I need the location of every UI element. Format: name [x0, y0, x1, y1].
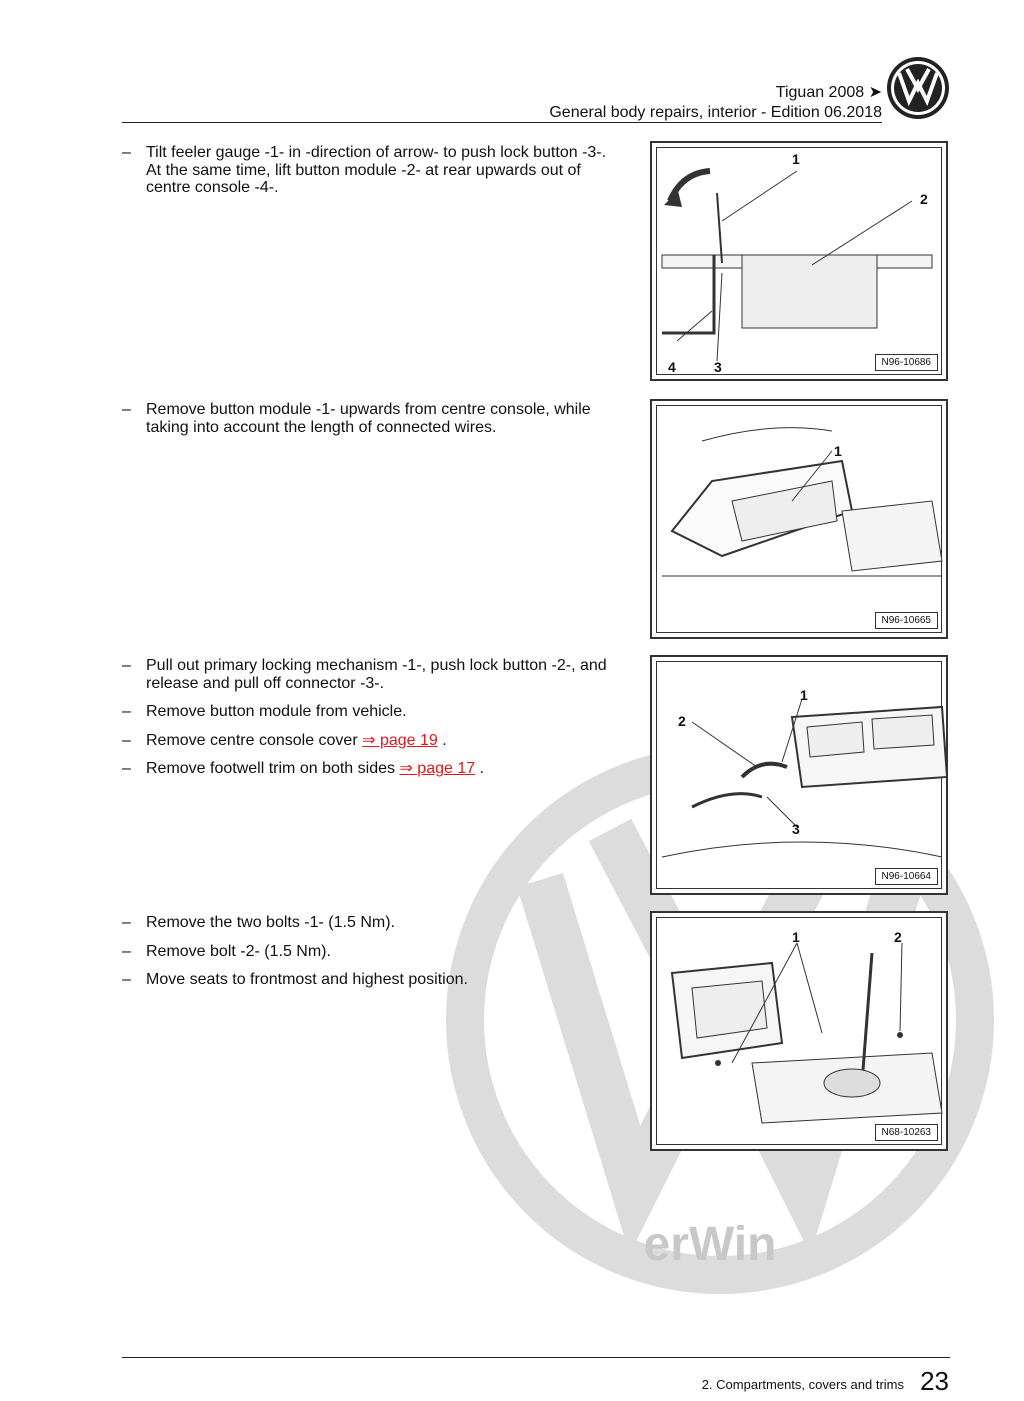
step-dash: – — [122, 971, 131, 988]
callout-label: 2 — [894, 929, 902, 945]
step-list-4 — [122, 914, 622, 1000]
step-item — [122, 971, 622, 989]
footer-section-title: 2. Compartments, covers and trims — [701, 1377, 904, 1392]
step-text: Remove bolt -2- (1.5 Nm). — [146, 942, 331, 960]
callout-label: 1 — [834, 443, 842, 459]
figure-n96-10664 — [650, 655, 948, 895]
step-item — [122, 914, 622, 932]
step-text: Tilt feeler gauge -1- in -direction of arrow- to push lock button -3-. At the same time, lift button module -2- at rear upwards out of centre console -4-. — [146, 144, 607, 196]
bolts-illustration — [652, 913, 950, 1153]
step-text: Move seats to frontmost and highest position. — [146, 971, 468, 988]
step-dash: – — [122, 942, 131, 960]
manual-edition-title: General body repairs, interior - Edition 06.2018 — [549, 104, 882, 121]
step-text: Remove button module -1- upwards from centre console, while taking into account the length of connected wires. — [146, 401, 591, 436]
figure-n68-10263 — [650, 911, 948, 1151]
step-dash: – — [122, 760, 131, 777]
figure-n96-10665 — [650, 399, 948, 639]
step-list-1 — [122, 144, 622, 208]
step-text: Remove footwell trim on both sides — [146, 760, 395, 777]
step-text: Pull out primary locking mechanism -1-, push lock button -2-, and release and pull off connector -3-. — [146, 657, 607, 692]
button-module-illustration — [652, 401, 950, 641]
step-item — [122, 144, 622, 197]
step-list-2 — [122, 401, 622, 447]
callout-label: 2 — [920, 191, 928, 207]
footer-divider — [122, 1357, 950, 1358]
callout-label: 1 — [792, 151, 800, 167]
step-dash: – — [122, 657, 131, 674]
page-19-link[interactable]: ⇒ page 19 — [362, 731, 438, 749]
step-text: Remove the two bolts -1- (1.5 Nm). — [146, 914, 395, 931]
figure-n96-10686 — [650, 141, 948, 381]
step-dash: – — [122, 401, 131, 418]
figure-number: N96-10665 — [875, 612, 938, 629]
step-text: Remove button module from vehicle. — [146, 703, 407, 720]
step-list-3 — [122, 657, 622, 789]
callout-label: 2 — [678, 713, 686, 729]
step-item — [122, 732, 622, 750]
step-dash: – — [122, 144, 131, 161]
step-item — [122, 401, 622, 436]
step-item — [122, 943, 622, 961]
callout-label: 1 — [800, 687, 808, 703]
feeler-gauge-illustration — [652, 143, 950, 383]
erwin-brand: erWin — [643, 1218, 777, 1271]
step-item — [122, 703, 622, 721]
step-text-suffix: . — [475, 760, 485, 777]
step-dash: – — [122, 731, 131, 749]
figure-number: N96-10664 — [875, 868, 938, 885]
figure-number: N68-10263 — [875, 1124, 938, 1141]
step-dash: – — [122, 914, 131, 931]
step-item — [122, 760, 622, 778]
step-dash: – — [122, 703, 131, 720]
step-item — [122, 657, 622, 692]
header-divider — [122, 122, 882, 123]
step-text: Remove centre console cover — [146, 731, 358, 749]
callout-label: 4 — [668, 359, 676, 375]
vw-logo-icon — [885, 55, 951, 121]
callout-label: 3 — [714, 359, 722, 375]
manual-model-title: Tiguan 2008 ➤ — [775, 84, 882, 101]
callout-label: 3 — [792, 821, 800, 837]
step-text-suffix: . — [437, 731, 447, 749]
page-number: 23 — [920, 1366, 949, 1396]
callout-label: 1 — [792, 929, 800, 945]
figure-number: N96-10686 — [875, 354, 938, 371]
page-17-link[interactable]: ⇒ page 17 — [399, 760, 476, 777]
